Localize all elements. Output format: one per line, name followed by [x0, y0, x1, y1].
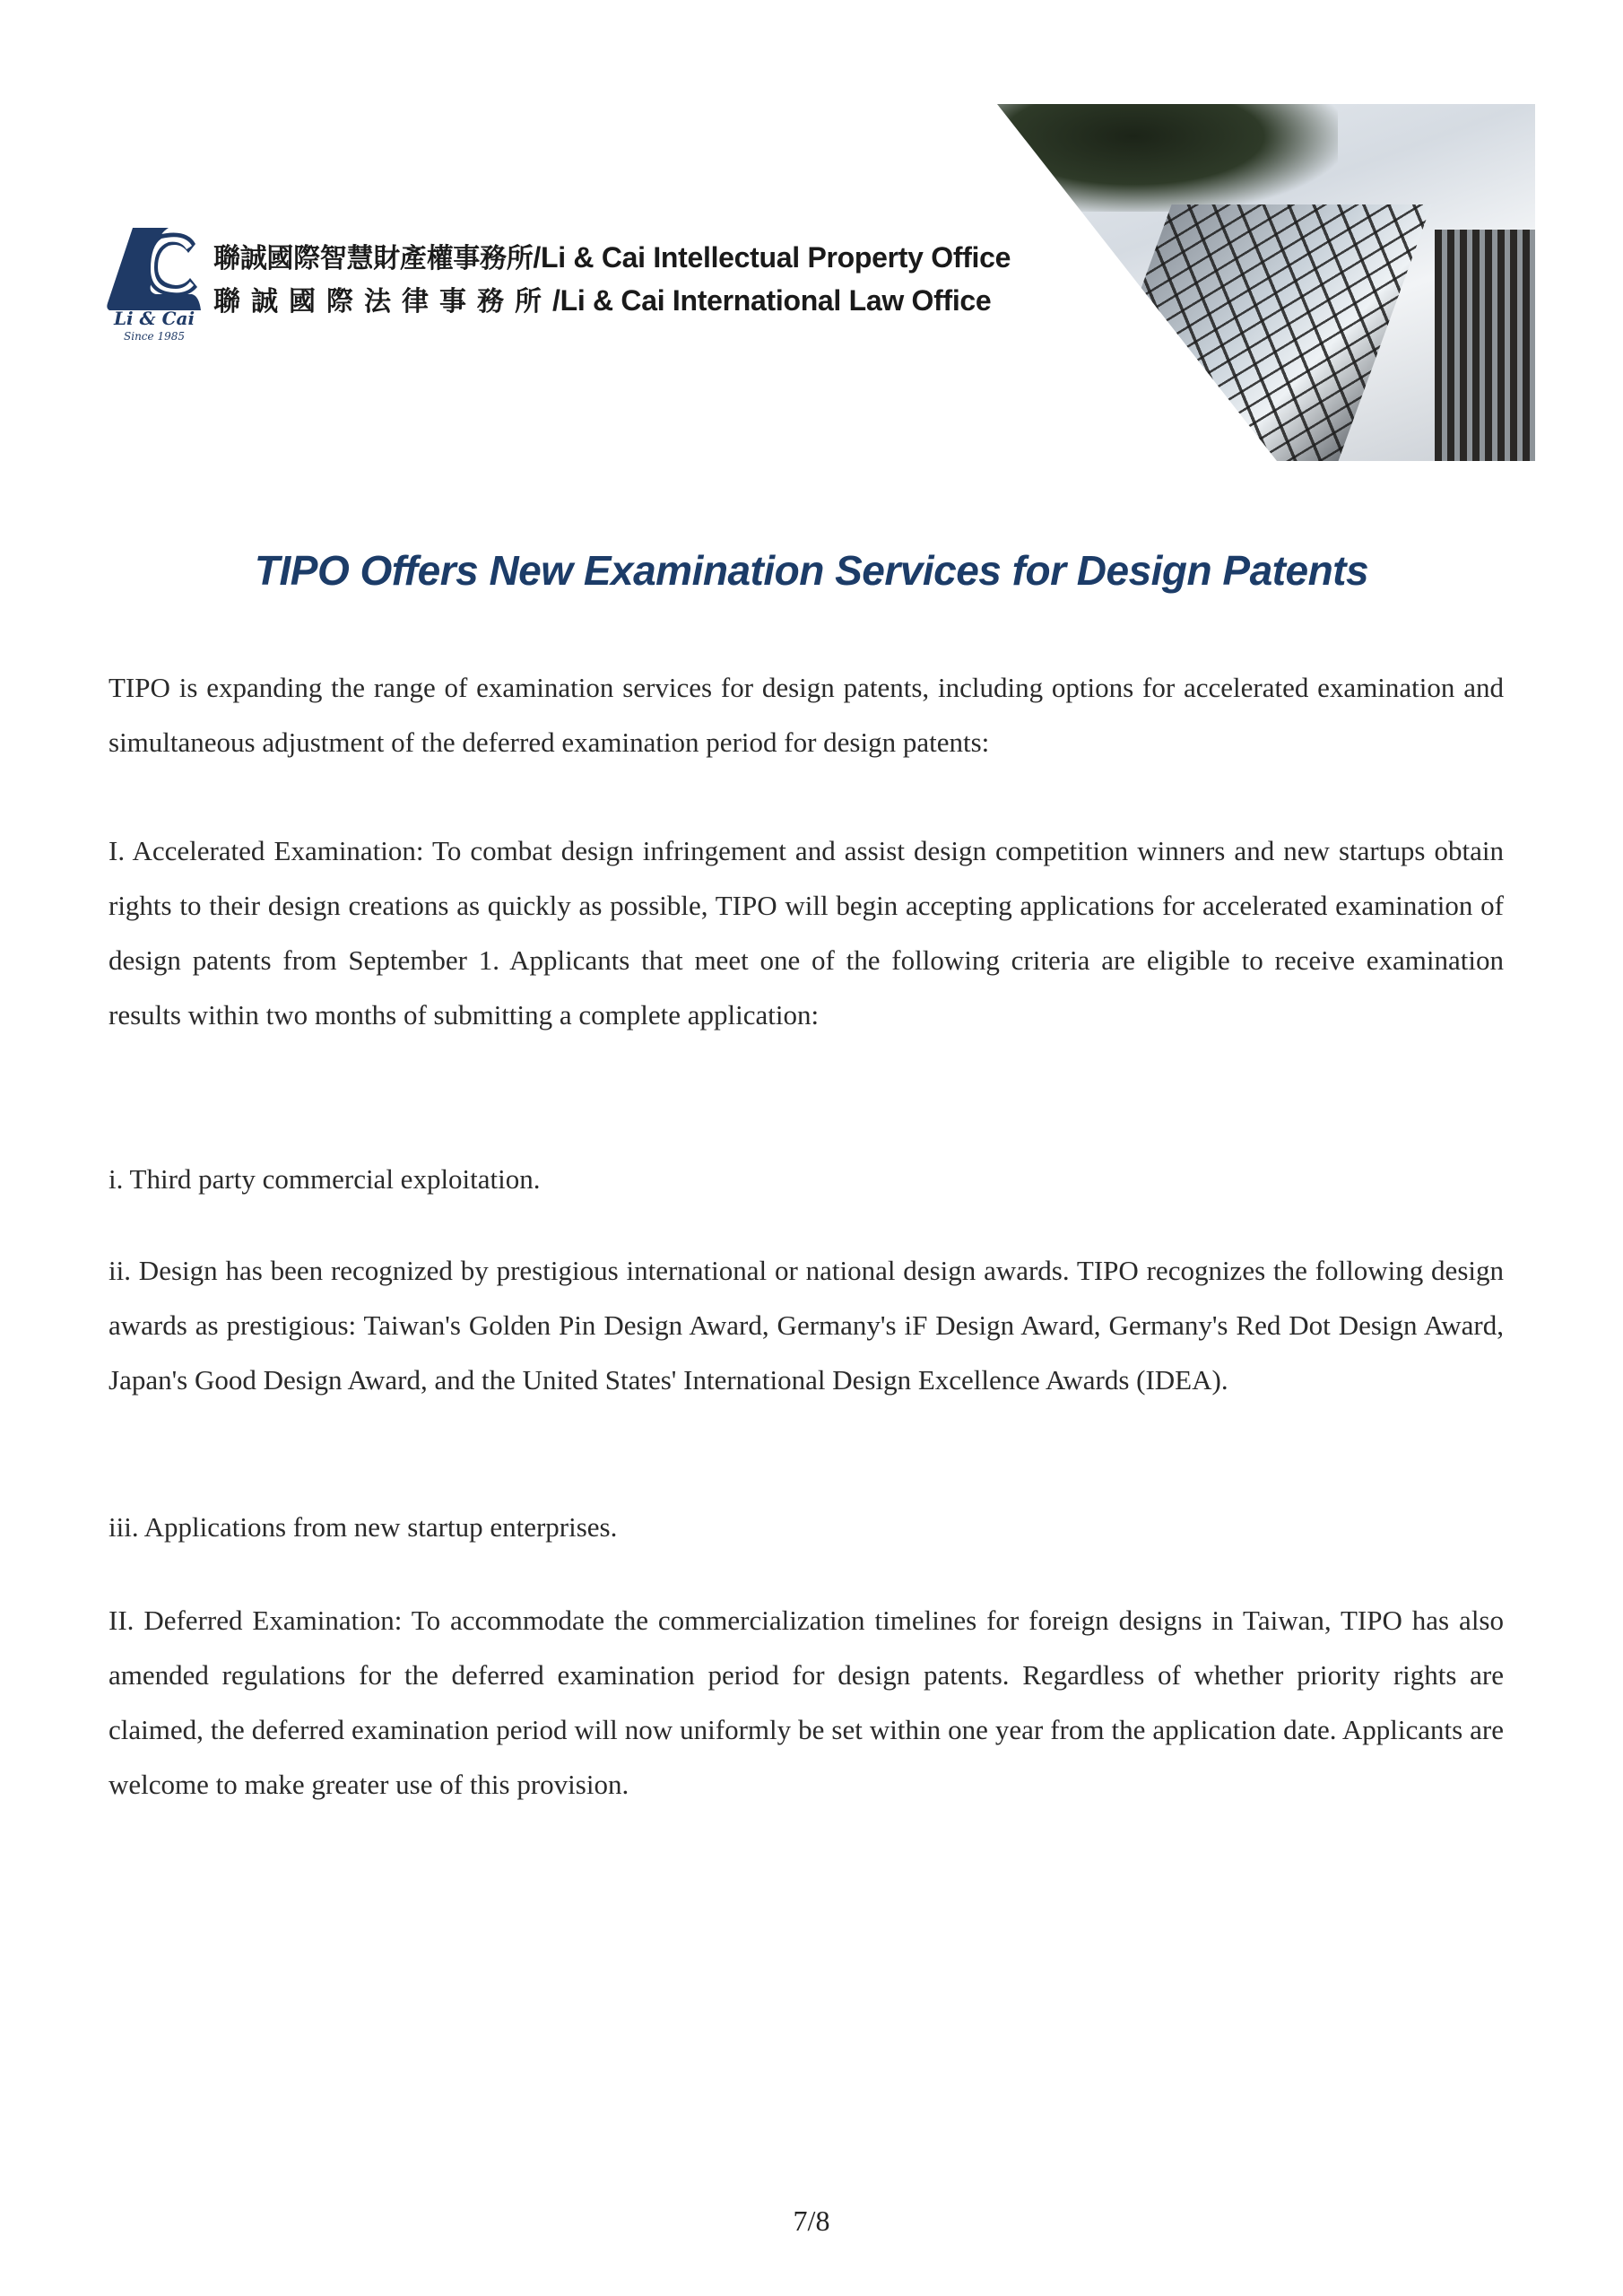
photo-dark-tower — [1435, 230, 1535, 461]
firm-name-zh: 聯誠國際法律事務所 — [213, 286, 552, 317]
criterion-i: i. Third party commercial exploitation. — [108, 1163, 541, 1195]
logo-since-text: Since 1985 — [124, 330, 185, 343]
firm-names — [213, 237, 1011, 323]
article-title: TIPO Offers New Examination Services for Design Patents — [254, 546, 1369, 594]
criterion-iii: iii. Applications from new startup enterprises. — [108, 1511, 618, 1543]
firm-name-zh: 聯誠國際智慧財產權事務所 — [213, 243, 534, 274]
firm-name-ip-office — [213, 237, 1011, 280]
section-deferred-examination: II. Deferred Examination: To accommodate the commercialization timelines for foreign designs in Taiwan, TIPO has also amended regulations for the deferred examination period for design patents. Regardless of whether priority rights are claimed, the deferred examination period will now uniformly be set within one year from the application date. Applicants are welcome to make greater use of this provision. — [108, 1605, 1504, 1800]
logo-script-text: Li & Cai — [113, 308, 195, 329]
firm-name-en: /Li & Cai Intellectual Property Office — [533, 241, 1011, 274]
firm-name-en: /Li & Cai International Law Office — [552, 284, 992, 317]
building-photo — [997, 104, 1535, 461]
firm-name-law-office — [213, 280, 1011, 323]
intro-paragraph: TIPO is expanding the range of examination services for design patents, including options for accelerated examination and simultaneous adjustment of the deferred examination period for design patents: — [108, 672, 1504, 758]
letterhead — [0, 0, 1623, 466]
firm-logo — [106, 226, 203, 352]
criterion-ii: ii. Design has been recognized by prestigious international or national design awards. TIPO recognizes the following design awards as prestigious: Taiwan's Golden Pin Design Award, Germany's iF Design Award, Germany's Red Dot Design Award, Japan's Good Design Award, and the United States' International Design Excellence Awards (IDEA). — [108, 1255, 1504, 1396]
section-accelerated-examination: I. Accelerated Examination: To combat design infringement and assist design competition winners and new startups obtain rights to their design creations as quickly as possible, TIPO will begin accepting applications for accelerated examination of design patents from September 1. Applicants that meet one of the following criteria are eligible to receive examination results within two months of submitting a complete application: — [108, 835, 1504, 1031]
lc-logo-icon — [106, 226, 203, 311]
photo-tree — [997, 104, 1338, 212]
page-number: 7/8 — [793, 2205, 830, 2237]
